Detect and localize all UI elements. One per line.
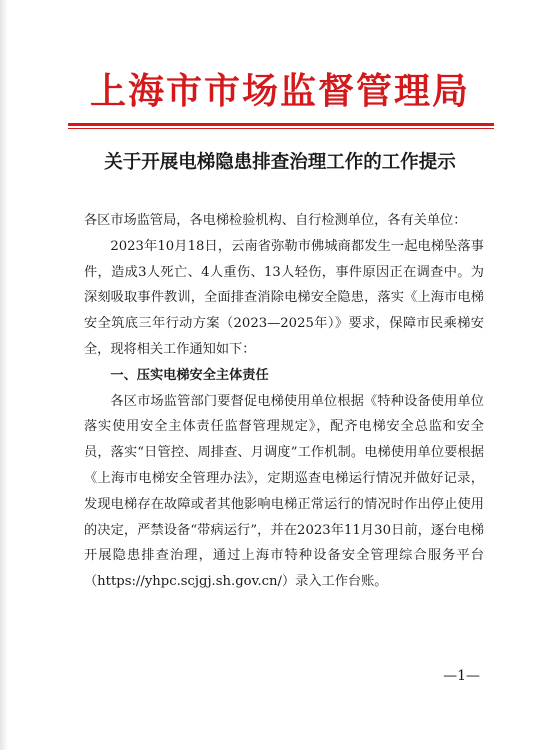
section-paragraph: 各区市场监管部门要督促电梯使用单位根据《特种设备使用单位落实使用安全主体责任监督管理规定》，配齐电梯安全总监和安全员，落实“日管控、周排查、月调度”工作机制。电梯使用单位要根据《上海市电梯安全管理办法》，定期巡查电梯运行情况并做好记录，发现电梯存在故障或者其他影响电梯正常运行的情况时作出停止使用的决定，严禁设备“带病运行”，并在2023年11月30日前，逐台电梯开展隐患排查治理，通过上海市特种设备安全管理综合服务平台（https://yhpc.scjgj.sh.gov.cn/）录入工作台账。: [84, 393, 484, 590]
salutation: 各区市场监管局，各电梯检验机构、自行检测单位，各有关单位：: [84, 213, 467, 228]
intro-paragraph: 2023年10月18日，云南省弥勒市佛城商都发生一起电梯坠落事件，造成3人死亡、4人重伤、13人轻伤，事件原因正在调查中。为深刻吸取事件教训，全面排查消除电梯安全隐患，落实《上海市电梯安全筑底三年行动方案（2023—2025年）》要求，保障市民乘梯安全，现将相关工作通知如下：: [84, 238, 484, 357]
masthead-rule-thick: [68, 123, 494, 126]
section-heading: 一、压实电梯安全主体责任: [110, 367, 269, 383]
page-number: —1—: [443, 668, 480, 684]
document-title: 关于开展电梯隐患排查治理工作的工作提示: [104, 152, 456, 173]
masthead-rule-thin: [68, 128, 494, 129]
masthead: 上海市市场监督管理局: [89, 71, 470, 112]
page-edge-shadow: [0, 0, 8, 750]
document-body: [84, 208, 484, 595]
